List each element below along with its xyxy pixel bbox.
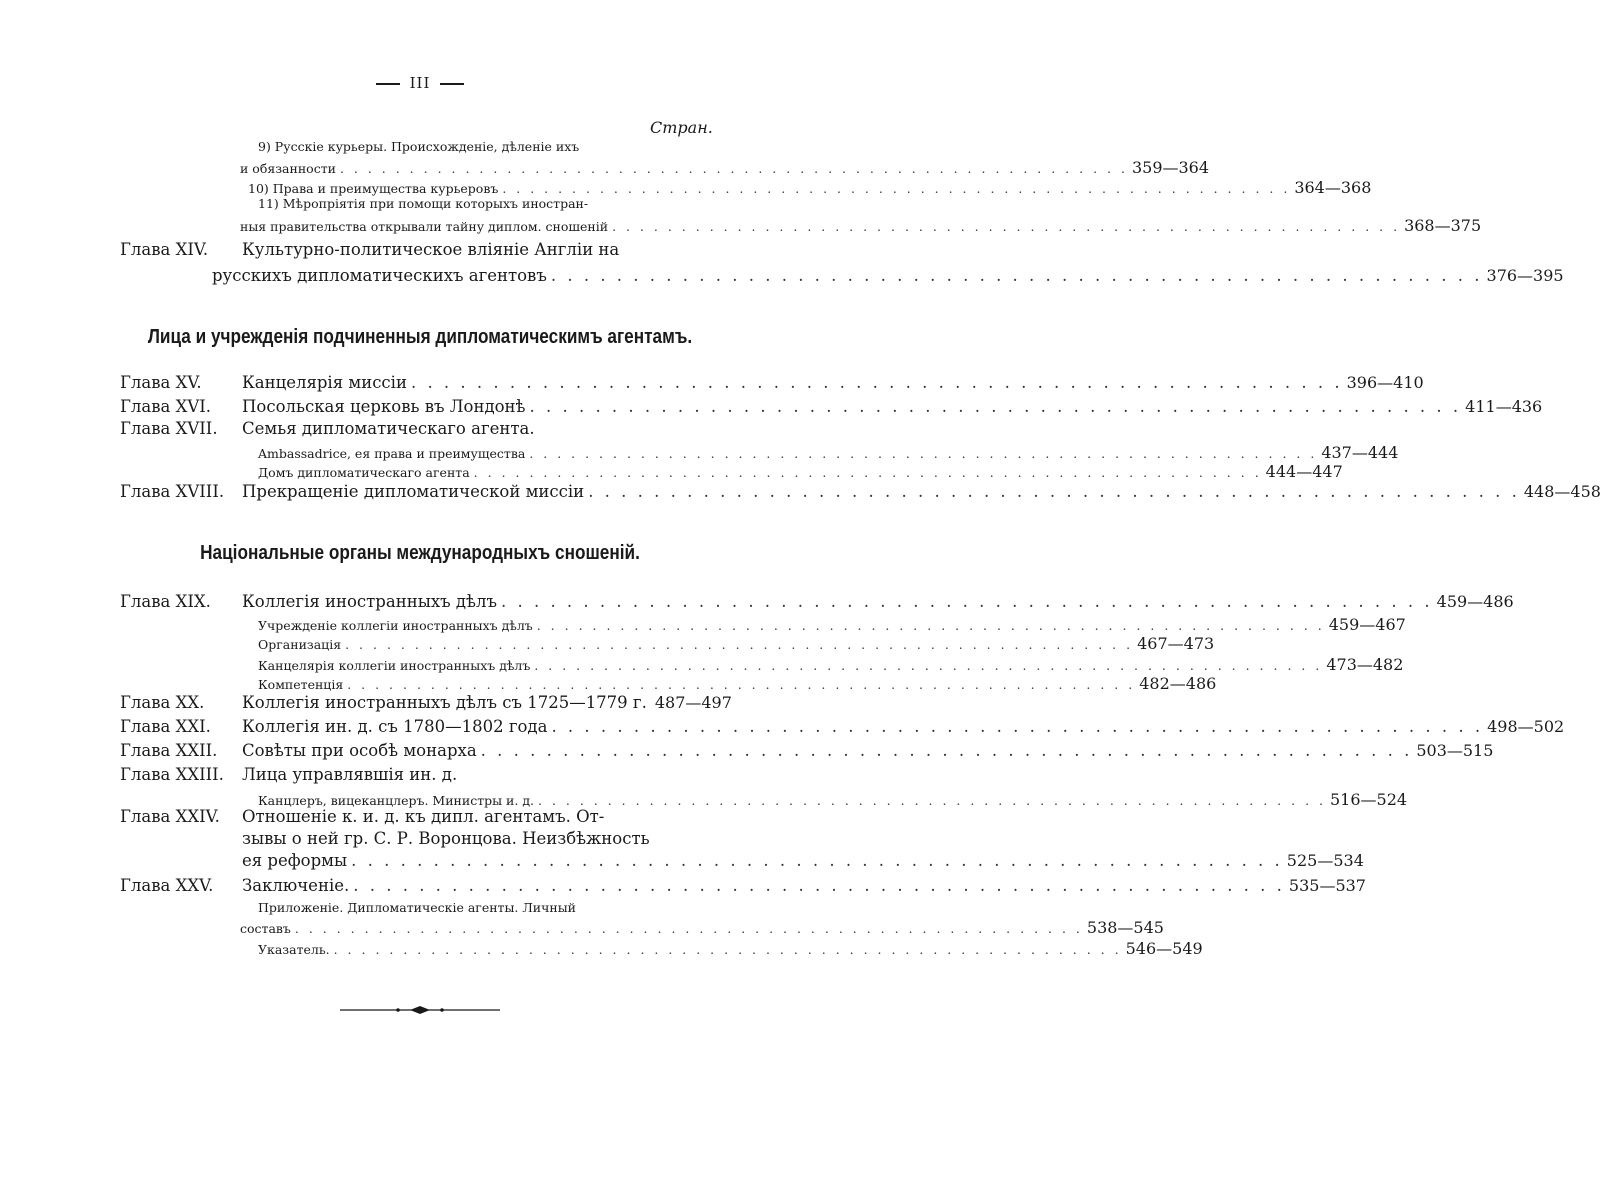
section-title-1: Лица и учрежденія подчиненныя дипломатическимъ агентамъ.	[147, 326, 693, 348]
chapter-19-sub-3-pages: 473—482	[1326, 655, 1404, 674]
chapter-23-title: Лица управлявшія ин. д.	[242, 765, 458, 784]
chapter-20-title: Коллегія иностранныхъ дѣлъ съ 1725—1779 г.	[242, 693, 647, 712]
chapter-14-title-line2: русскихъ дипломатическихъ агентовъ	[212, 266, 547, 285]
chapter-19-label: Глава XIX.	[120, 592, 211, 611]
chapter-25-title: Заключеніе.	[242, 876, 350, 895]
leader-dots	[347, 677, 1135, 692]
entry-11-line2: ныя правительства открывали тайну диплом. сношеній	[240, 219, 609, 234]
leader-dots	[411, 373, 1343, 392]
chapter-25-pages: 535—537	[1288, 876, 1366, 895]
chapter-21-pages: 498—502	[1487, 717, 1565, 736]
chapter-14-line2	[212, 266, 1564, 285]
leader-dots	[481, 741, 1413, 760]
chapter-25-label: Глава XXV.	[120, 876, 214, 895]
chapter-24-title-line1: Отношеніе к. и. д. къ дипл. агентамъ. От-	[242, 807, 605, 826]
chapter-14-title-line1: Культурно-политическое вліяніе Англіи на	[242, 240, 620, 259]
chapter-16-title: Посольская церковь въ Лондонѣ	[242, 397, 526, 416]
chapter-21	[120, 717, 1565, 736]
chapter-18-title: Прекращеніе дипломатической миссіи	[242, 482, 585, 501]
chapter-19-sub-1	[258, 615, 1406, 634]
chapter-22-title: Совѣты при особѣ монарха	[242, 741, 477, 760]
chapter-15	[120, 373, 1424, 392]
chapter-20-label: Глава XX.	[120, 693, 205, 712]
chapter-18-label: Глава XVIII.	[120, 482, 225, 501]
chapter-19-sub-4-pages: 482—486	[1139, 674, 1217, 693]
leader-dots	[612, 219, 1400, 234]
entry-11-pages: 368—375	[1404, 216, 1482, 235]
chapter-24-pages: 525—534	[1286, 851, 1364, 870]
leader-dots	[353, 876, 1285, 895]
header-dash-right	[440, 83, 464, 85]
leader-dots	[334, 942, 1122, 957]
leader-dots	[340, 161, 1128, 176]
chapter-16-label: Глава XVI.	[120, 397, 212, 416]
leader-dots	[529, 397, 1461, 416]
appendix-line1: Приложеніе. Дипломатическіе агенты. Личный	[258, 900, 577, 915]
appendix-line2: составъ	[240, 921, 291, 936]
chapter-14-pages: 376—395	[1486, 266, 1564, 285]
chapter-17-sub-1-text: Ambassadrice, ея права и преимущества	[258, 446, 526, 461]
chapter-19-pages: 459—486	[1436, 592, 1514, 611]
chapter-24-title-line2: зывы о ней гр. С. Р. Воронцова. Неизбѣжность	[242, 829, 650, 848]
page-number: III	[409, 74, 431, 92]
appendix-pages: 538—545	[1086, 918, 1164, 937]
entry-10	[248, 178, 1372, 197]
chapter-17-sub-2-text: Домъ дипломатическаго агента	[258, 465, 470, 480]
chapter-17-title: Семья дипломатическаго агента.	[242, 419, 535, 438]
chapter-23-sub-1-pages: 516—524	[1330, 790, 1408, 809]
leader-dots	[474, 465, 1262, 480]
chapter-24-title-line3: ея реформы	[242, 851, 348, 870]
leader-dots	[538, 793, 1326, 808]
chapter-24-line3	[242, 851, 1364, 870]
chapter-19	[120, 592, 1514, 611]
chapter-23-label: Глава XXIII.	[120, 765, 224, 784]
chapter-21-title: Коллегія ин. д. съ 1780—1802 года	[242, 717, 548, 736]
index-entry	[258, 939, 1203, 958]
chapter-17-sub-2	[258, 462, 1343, 481]
chapter-18	[120, 482, 1601, 501]
chapter-17-sub-1-pages: 437—444	[1321, 443, 1399, 462]
chapter-17-sub-2-pages: 444—447	[1265, 462, 1343, 481]
chapter-22-pages: 503—515	[1416, 741, 1494, 760]
chapter-17-label: Глава XVII.	[120, 419, 218, 438]
chapter-18-pages: 448—458	[1523, 482, 1601, 501]
leader-dots	[345, 637, 1133, 652]
chapter-14-line1	[120, 240, 714, 259]
chapter-21-label: Глава XXI.	[120, 717, 211, 736]
appendix	[240, 918, 1164, 937]
chapter-15-title: Канцелярія миссіи	[242, 373, 407, 392]
leader-dots	[537, 618, 1325, 633]
chapter-19-sub-1-text: Учрежденіе коллегіи иностранныхъ дѣлъ	[258, 618, 533, 633]
chapter-19-sub-1-pages: 459—467	[1328, 615, 1406, 634]
leader-dots	[534, 658, 1322, 673]
entry-11-line1: 11) Мѣропріятія при помощи которыхъ иностран-	[258, 196, 589, 211]
chapter-22-label: Глава XXII.	[120, 741, 218, 760]
chapter-20	[120, 693, 732, 712]
page-header	[0, 74, 840, 92]
header-dash-left	[376, 83, 400, 85]
chapter-23	[120, 765, 714, 784]
chapter-19-sub-2-pages: 467—473	[1137, 634, 1215, 653]
chapter-19-sub-2-text: Организація	[258, 637, 342, 652]
chapter-19-sub-3	[258, 655, 1404, 674]
entry-10-text: 10) Права и преимущества курьеровъ	[248, 181, 499, 196]
section-title-2: Національные органы международныхъ сношеній.	[200, 542, 640, 564]
leader-dots	[551, 266, 1483, 285]
chapter-17	[120, 419, 714, 438]
chapter-20-pages: 487—497	[654, 693, 732, 712]
chapter-24-line1	[120, 807, 714, 826]
chapter-19-sub-4	[258, 674, 1217, 693]
chapter-19-sub-2	[258, 634, 1215, 653]
leader-dots	[351, 851, 1283, 870]
entry-9-pages: 359—364	[1131, 158, 1210, 177]
entry-9-line1: 9) Русскіе курьеры. Происхожденіе, дѣленіе ихъ	[258, 139, 580, 154]
chapter-25	[120, 876, 1366, 895]
index-text: Указатель.	[258, 942, 330, 957]
chapter-16-pages: 411—436	[1465, 397, 1543, 416]
leader-dots	[529, 446, 1317, 461]
entry-10-pages: 364—368	[1294, 178, 1372, 197]
chapter-22	[120, 741, 1494, 760]
leader-dots	[588, 482, 1520, 501]
chapter-24-label: Глава XXIV.	[120, 807, 220, 826]
chapter-19-sub-3-text: Канцелярія коллегіи иностранныхъ дѣлъ	[258, 658, 531, 673]
chapter-15-label: Глава XV.	[120, 373, 202, 392]
chapter-16	[120, 397, 1543, 416]
entry-9	[240, 158, 1210, 177]
decorative-rule-icon	[340, 1004, 500, 1016]
index-pages: 546—549	[1125, 939, 1203, 958]
chapter-15-pages: 396—410	[1346, 373, 1424, 392]
chapter-14-label: Глава XIV.	[120, 240, 209, 259]
leader-dots	[551, 717, 1483, 736]
entry-11	[240, 216, 1482, 235]
chapter-23-sub-1-text: Канцлеръ, вицеканцлеръ. Министры и. д.	[258, 793, 534, 808]
leader-dots	[501, 592, 1433, 611]
chapter-19-sub-4-text: Компетенція	[258, 677, 344, 692]
entry-9-line2: и обязанности	[240, 161, 336, 176]
leader-dots	[502, 181, 1290, 196]
pages-column-label: Стран.	[650, 118, 713, 137]
chapter-17-sub-1	[258, 443, 1399, 462]
chapter-19-title: Коллегія иностранныхъ дѣлъ	[242, 592, 497, 611]
leader-dots	[295, 921, 1083, 936]
